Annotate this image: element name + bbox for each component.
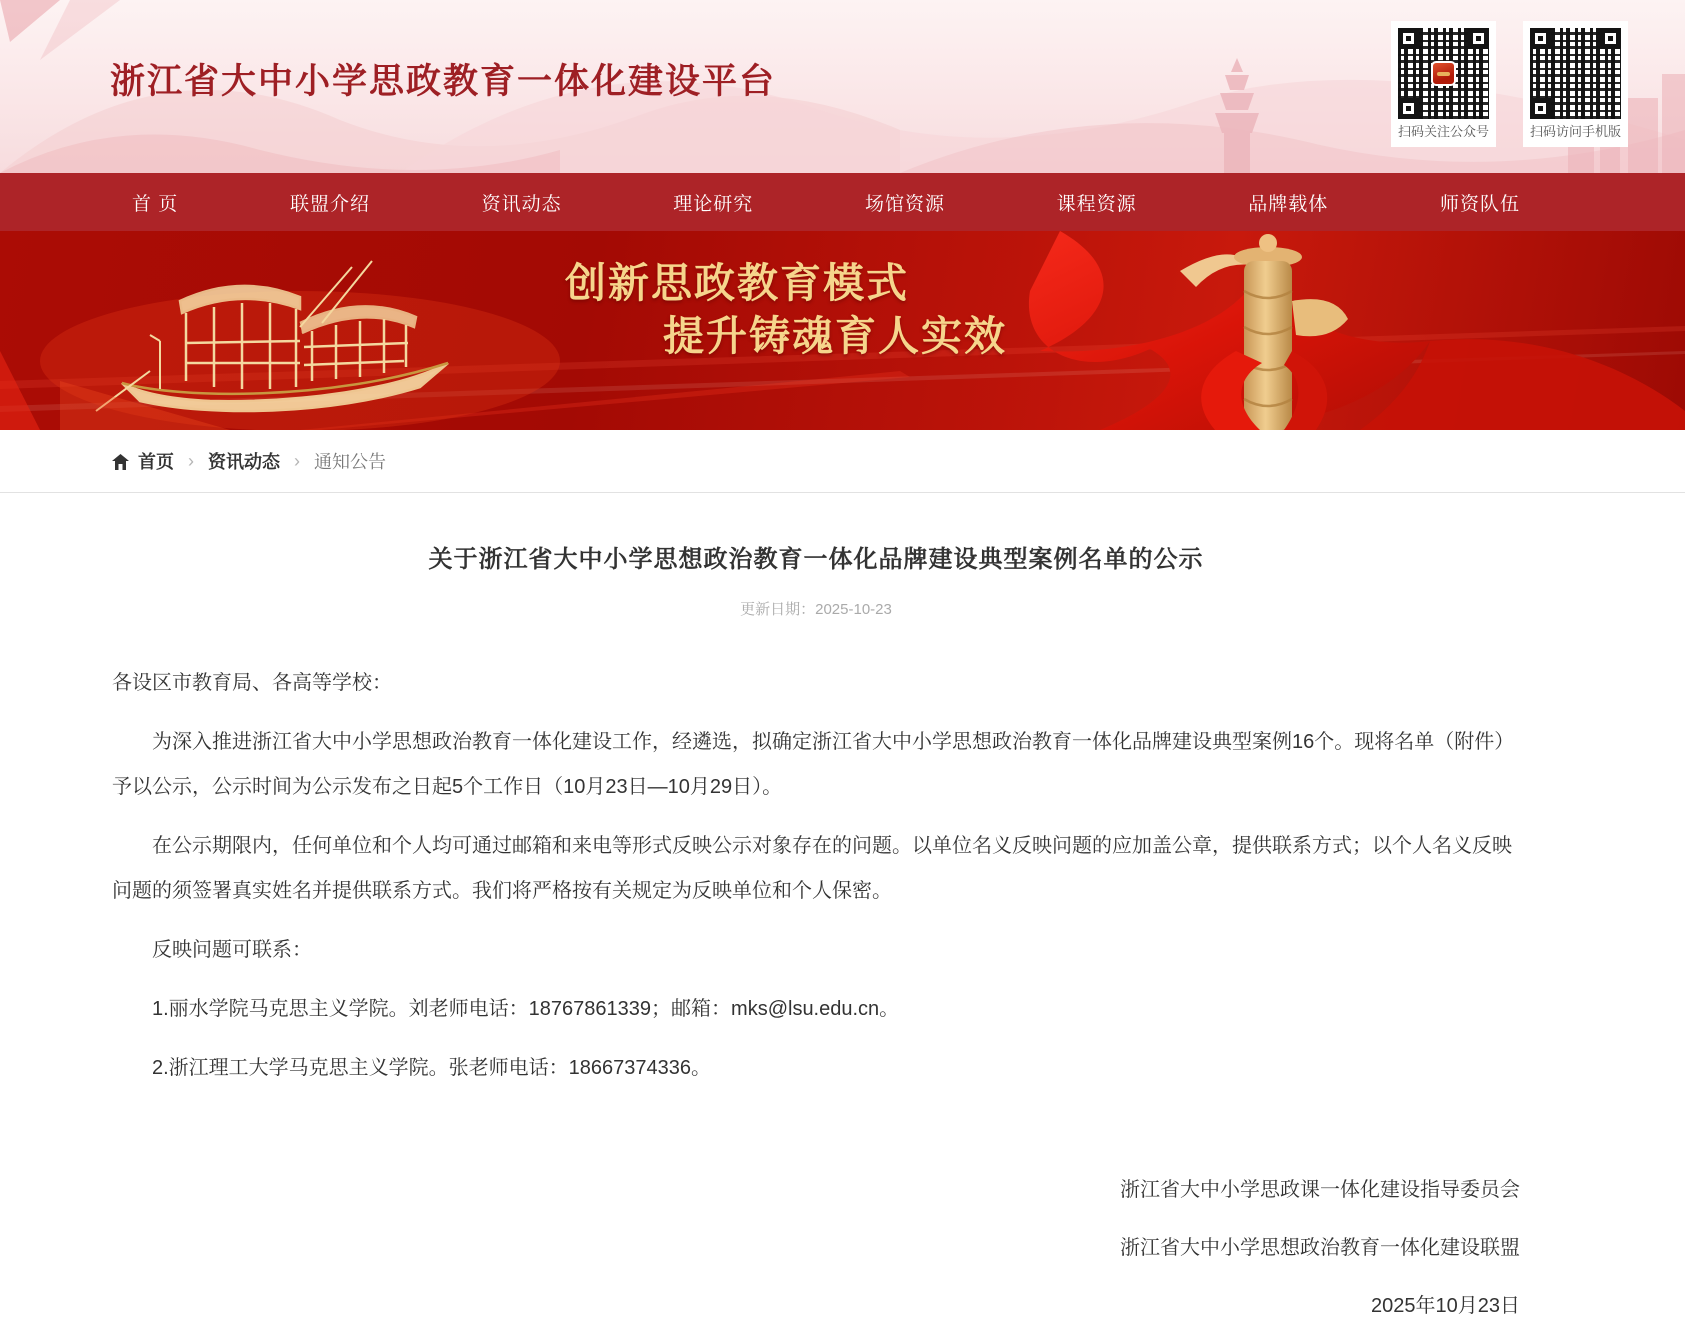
nav-item-brand-carriers[interactable]: 品牌载体 [1248,193,1329,215]
article-paragraph: 在公示期限内，任何单位和个人均可通过邮箱和来电等形式反映公示对象存在的问题。以单位名义反映问题的应加盖公章，提供联系方式；以个人名义反映问题的须签署真实姓名并提供联系方式。我们将严格按有关规定为反映单位和个人保密。 [112,835,1512,902]
qr-card-wechat [1391,21,1496,147]
qr-mobile-label: 扫码访问手机版 [1530,124,1622,139]
main-nav [0,173,1685,231]
wechat-qr-code-icon [1398,28,1489,119]
breadcrumb-current: 通知公告 [314,452,386,472]
mobile-qr-code-icon [1530,28,1621,119]
article-paragraph: 为深入推进浙江省大中小学思想政治教育一体化建设工作，经遴选，拟确定浙江省大中小学思想政治教育一体化品牌建设典型案例16个。现将名单（附件）予以公示，公示时间为公示发布之日起5个工作日（10月23日—10月29日）。 [112,731,1515,798]
nav-item-home[interactable]: 首 页 [132,193,179,215]
article-paragraph-contact-1: 1.丽水学院马克思主义学院。刘老师电话：18767861339；邮箱：mks@lsu.edu.cn。 [152,998,900,1020]
qr-card-mobile [1523,21,1628,147]
banner-slogan [565,257,1007,363]
qr-wechat-label: 扫码关注公众号 [1398,124,1490,139]
site-title: 浙江省大中小学思政教育一体化建设平台 [110,62,777,101]
nav-item-teacher-team[interactable]: 师资队伍 [1439,193,1520,215]
breadcrumb-home[interactable]: 首页 [138,452,174,472]
article-paragraph: 反映问题可联系： [152,939,312,961]
hero-banner [0,231,1685,430]
article-update-date: 更新日期：2025-10-23 [740,601,892,618]
breadcrumb [0,430,1685,493]
qr-group [1391,21,1628,147]
banner-slogan-line2: 提升铸魂育人实效 [663,313,1007,359]
signature-block [112,1169,1520,1327]
home-icon [112,454,129,470]
article-paragraph-contact-2: 2.浙江理工大学马克思主义学院。张老师电话：18667374336。 [152,1057,712,1079]
banner-slogan-line1: 创新思政教育模式 [565,260,909,306]
nav-item-news[interactable]: 资讯动态 [481,193,562,215]
signature-committee: 浙江省大中小学思政课一体化建设指导委员会 [1120,1179,1520,1201]
breadcrumb-separator: › [188,450,194,471]
article-paragraph-salutation: 各设区市教育局、各高等学校： [112,672,392,694]
article-title: 关于浙江省大中小学思想政治教育一体化品牌建设典型案例名单的公示 [428,546,1204,573]
article [0,493,1685,1327]
site-header [0,0,1685,173]
signature-date: 2025年10月23日 [1371,1295,1520,1317]
nav-item-alliance-intro[interactable]: 联盟介绍 [289,193,370,215]
qr-center-logo-icon [1431,61,1456,86]
nav-item-course-resources[interactable]: 课程资源 [1056,193,1137,215]
nav-item-theory-research[interactable]: 理论研究 [673,193,754,215]
nav-item-venue-resources[interactable]: 场馆资源 [864,193,945,215]
breadcrumb-separator: › [294,450,300,471]
breadcrumb-section[interactable]: 资讯动态 [208,452,280,472]
signature-alliance: 浙江省大中小学思想政治教育一体化建设联盟 [1120,1237,1520,1259]
